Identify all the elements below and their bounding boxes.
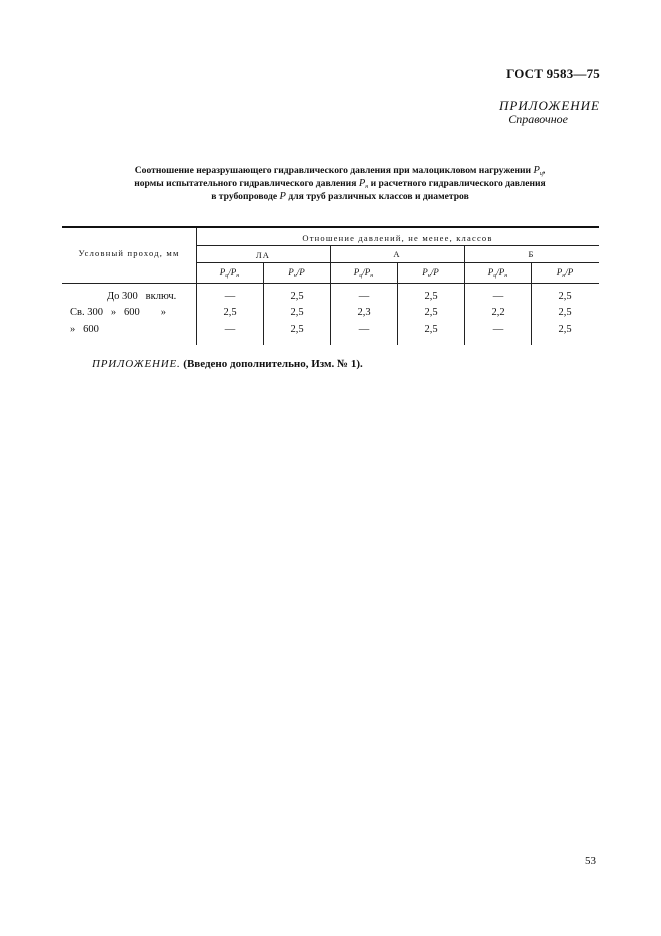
ratio-header: $P_ц/P_н$ bbox=[219, 267, 240, 279]
table-cell: 2,5 bbox=[290, 324, 304, 335]
row-label: До 300 включ. bbox=[107, 291, 177, 302]
table-cell: 2,5 bbox=[558, 291, 572, 302]
table-cell: 2,5 bbox=[424, 307, 438, 318]
table-group-rule bbox=[196, 245, 599, 246]
table-top-rule bbox=[62, 226, 599, 228]
table-cell: — bbox=[492, 291, 504, 302]
standard-number: ГОСТ 9583—75 bbox=[506, 66, 600, 81]
table-col-divider bbox=[196, 228, 197, 345]
table-cell: 2,5 bbox=[558, 307, 572, 318]
ratio-header: $P_н/P$ bbox=[288, 267, 305, 279]
table-cell: — bbox=[358, 324, 370, 335]
table-caption-line-1: Соотношение неразрушающего гидравлического давления при малоцикловом нагружении $P_ц$, bbox=[134, 165, 546, 177]
appendix-note: ПРИЛОЖЕНИЕ. (Введено дополнительно, Изм. № 1). bbox=[92, 358, 363, 370]
ratio-header: $P_н/P$ bbox=[556, 267, 574, 279]
table-cell: 2,5 bbox=[424, 291, 438, 302]
class-header: Б bbox=[528, 249, 535, 259]
row-label: » 600 bbox=[70, 324, 99, 335]
page-number: 53 bbox=[585, 855, 596, 867]
table-cell: — bbox=[224, 291, 236, 302]
class-header: ЛА bbox=[255, 250, 271, 260]
table-col-divider bbox=[464, 245, 465, 345]
table-caption-line-3: в трубопроводе P для труб различных классов и диаметров bbox=[211, 191, 469, 202]
table-cell: 2,5 bbox=[424, 324, 438, 335]
ratio-header: $P_ц/P_н$ bbox=[487, 267, 508, 279]
table-caption-line-2: нормы испытательного гидравлического давления $P_н$ и расчетного гидравлического давления bbox=[134, 178, 546, 190]
appendix-label: ПРИЛОЖЕНИЕ bbox=[499, 98, 600, 113]
table-col-divider bbox=[330, 245, 331, 345]
table-cell: — bbox=[224, 324, 236, 335]
table-cell: 2,3 bbox=[357, 307, 371, 318]
class-header: А bbox=[393, 249, 401, 259]
table-cell: 2,2 bbox=[491, 307, 505, 318]
table-cell: 2,5 bbox=[558, 324, 572, 335]
table-cell: — bbox=[358, 291, 370, 302]
appendix-type: Справочное bbox=[508, 112, 568, 126]
table-cell: 2,5 bbox=[223, 307, 237, 318]
group-header: Отношение давлений, не менее, классов bbox=[302, 233, 493, 243]
stub-header: Условный проход, мм bbox=[78, 248, 180, 258]
table-cell: — bbox=[492, 324, 504, 335]
table-cell: 2,5 bbox=[290, 291, 304, 302]
ratio-header: $P_н/P$ bbox=[422, 267, 439, 279]
table-cell: 2,5 bbox=[290, 307, 304, 318]
ratio-header: $P_ц/P_н$ bbox=[353, 267, 374, 279]
row-label: Св. 300 » 600 » bbox=[70, 307, 166, 318]
